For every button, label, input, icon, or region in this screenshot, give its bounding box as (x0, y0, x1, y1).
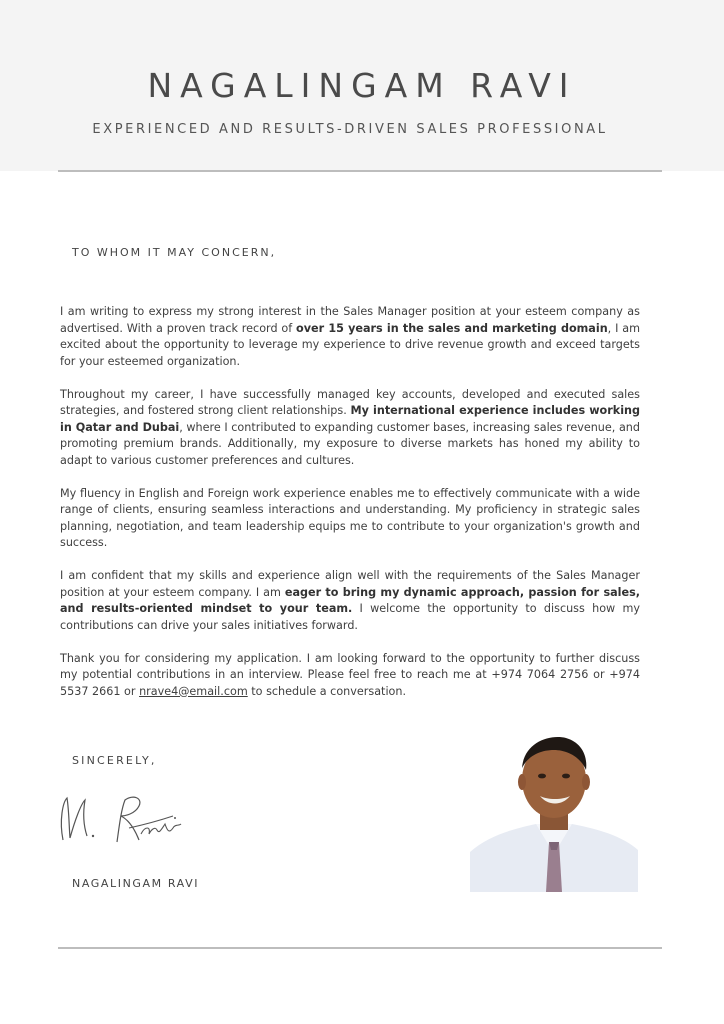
closing: SINCERELY, (72, 754, 157, 767)
highlight-experience-years: over 15 years in the sales and marketing domain (296, 321, 608, 335)
paragraph-2: Throughout my career, I have successfully managed key accounts, developed and executed sales strategies, and fostered strong client relationships. My international experience includes working in Qatar and Dubai, where I contributed to expanding customer bases, increasing sales revenue, and promoting premium brands. Additionally, my exposure to diverse markets has honed my ability to adapt to various customer preferences and cultures. (60, 387, 640, 467)
letter-body (60, 304, 640, 717)
handwritten-signature (55, 790, 195, 850)
paragraph-3: My fluency in English and Foreign work experience enables me to effectively communicate with a wide range of clients, ensuring seamless interactions and understanding. My proficiency in strategic sales planning, negotiation, and team leadership equips me to contribute to your organization's growth and success. (60, 486, 640, 549)
salutation: TO WHOM IT MAY CONCERN, (72, 246, 277, 259)
email-link[interactable]: nrave4@email.com (139, 684, 248, 698)
paragraph-1: I am writing to express my strong interest in the Sales Manager position at your esteem company as advertised. With a proven track record of over 15 years in the sales and marketing domain, I am excited about the opportunity to leverage my experience to drive revenue growth and exceed targets for your esteemed organization. (60, 305, 640, 368)
highlight-approach: eager to bring my dynamic approach, passion for sales, and results-oriented mindset to your team. (60, 585, 640, 615)
header-band (0, 0, 724, 171)
tagline: EXPERIENCED AND RESULTS-DRIVEN SALES PROFESSIONAL (92, 122, 608, 137)
applicant-name: NAGALINGAM RAVI (147, 66, 577, 105)
highlight-international: My international experience includes working in Qatar and Dubai (60, 404, 640, 434)
signed-name: NAGALINGAM RAVI (72, 877, 200, 890)
top-divider (58, 170, 662, 172)
bottom-divider (58, 947, 662, 949)
applicant-photo (470, 734, 638, 892)
paragraph-5: Thank you for considering my application. I am looking forward to the opportunity to further discuss my potential contributions in an interview. Please feel free to reach me at +974 7064 2756 or +974 5537 2661 or nrave4@email.com to schedule a conversation. (60, 651, 640, 698)
paragraph-4: I am confident that my skills and experience align well with the requirements of the Sales Manager position at your esteem company. I am eager to bring my dynamic approach, passion for sales, and results-oriented mindset to your team. I welcome the opportunity to discuss how my contributions can drive your sales initiatives forward. (60, 569, 640, 632)
